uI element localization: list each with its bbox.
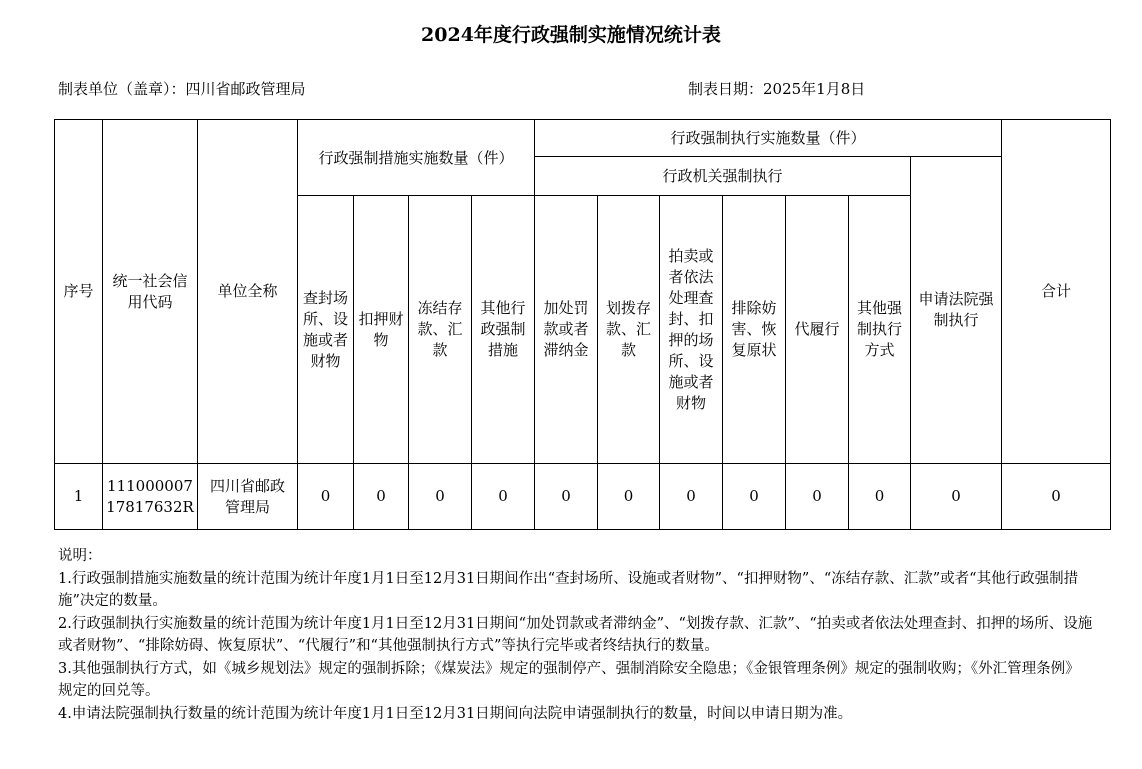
header-admin-enforcement: 行政机关强制执行 <box>535 157 911 196</box>
header-seq: 序号 <box>55 120 103 464</box>
notes-heading: 说明： <box>58 548 102 564</box>
cell-measure-other: 0 <box>472 464 535 530</box>
header-measure-seal: 查封场所、设施或者财物 <box>298 196 354 464</box>
cell-enforce-auction: 0 <box>660 464 723 530</box>
prepared-date: 制表日期：2025年1月8日 <box>688 80 866 98</box>
cell-enforce-fine: 0 <box>535 464 598 530</box>
notes-section <box>58 545 1094 725</box>
header-credit-code: 统一社会信用代码 <box>103 120 198 464</box>
header-measure-seize: 扣押财物 <box>354 196 409 464</box>
prepared-by-unit: 制表单位（盖章）：四川省邮政管理局 <box>58 80 306 98</box>
header-enforce-other: 其他强制执行方式 <box>849 196 911 464</box>
header-enforce-auction: 拍卖或者依法处理查封、扣押的场所、设施或者财物 <box>660 196 723 464</box>
cell-unit-name: 四川省邮政管理局 <box>198 464 298 530</box>
page-title: 2024年度行政强制实施情况统计表 <box>421 24 721 46</box>
note-item-2: 2.行政强制执行实施数量的统计范围为统计年度1月1日至12月31日期间“加处罚款或者滞纳金”、“划拨存款、汇款”、“拍卖或者依法处理查封、扣押的场所、设施或者财物”、“排除妨碍、恢复原状”、“代履行”和“其他强制执行方式”等执行完毕或者终结执行的数量。 <box>58 615 1093 654</box>
cell-seq: 1 <box>55 464 103 530</box>
cell-court-enforcement: 0 <box>911 464 1002 530</box>
header-measure-freeze: 冻结存款、汇款 <box>409 196 472 464</box>
header-enforce-transfer: 划拨存款、汇款 <box>598 196 660 464</box>
header-enforce-fine: 加处罚款或者滞纳金 <box>535 196 598 464</box>
note-item-3: 3.其他强制执行方式，如《城乡规划法》规定的强制拆除；《煤炭法》规定的强制停产、强制消除安全隐患；《金银管理条例》规定的强制收购；《外汇管理条例》规定的回兑等。 <box>58 660 1080 699</box>
cell-total: 0 <box>1002 464 1111 530</box>
header-measure-other: 其他行政强制措施 <box>472 196 535 464</box>
header-unit-name: 单位全称 <box>198 120 298 464</box>
note-item-1: 1.行政强制措施实施数量的统计范围为统计年度1月1日至12月31日期间作出“查封场所、设施或者财物”、“扣押财物”、“冻结存款、汇款”或者“其他行政强制措施”决定的数量。 <box>58 570 1079 609</box>
cell-measure-seize: 0 <box>354 464 409 530</box>
header-enforcement-group: 行政强制执行实施数量（件） <box>535 120 1002 157</box>
header-court-enforcement: 申请法院强制执行 <box>911 157 1002 464</box>
note-item-4: 4.申请法院强制执行数量的统计范围为统计年度1月1日至12月31日期间向法院申请强制执行的数量，时间以申请日期为准。 <box>58 705 853 722</box>
table-row <box>55 464 1111 530</box>
cell-measure-freeze: 0 <box>409 464 472 530</box>
cell-enforce-substitute: 0 <box>786 464 849 530</box>
header-measures-group: 行政强制措施实施数量（件） <box>298 120 535 196</box>
cell-enforce-transfer: 0 <box>598 464 660 530</box>
cell-credit-code: 11100000717817632R <box>103 464 198 530</box>
cell-enforce-remove: 0 <box>723 464 786 530</box>
header-enforce-substitute: 代履行 <box>786 196 849 464</box>
header-total: 合计 <box>1002 120 1111 464</box>
header-enforce-remove: 排除妨害、恢复原状 <box>723 196 786 464</box>
cell-measure-seal: 0 <box>298 464 354 530</box>
cell-enforce-other: 0 <box>849 464 911 530</box>
statistics-table <box>54 119 1111 530</box>
